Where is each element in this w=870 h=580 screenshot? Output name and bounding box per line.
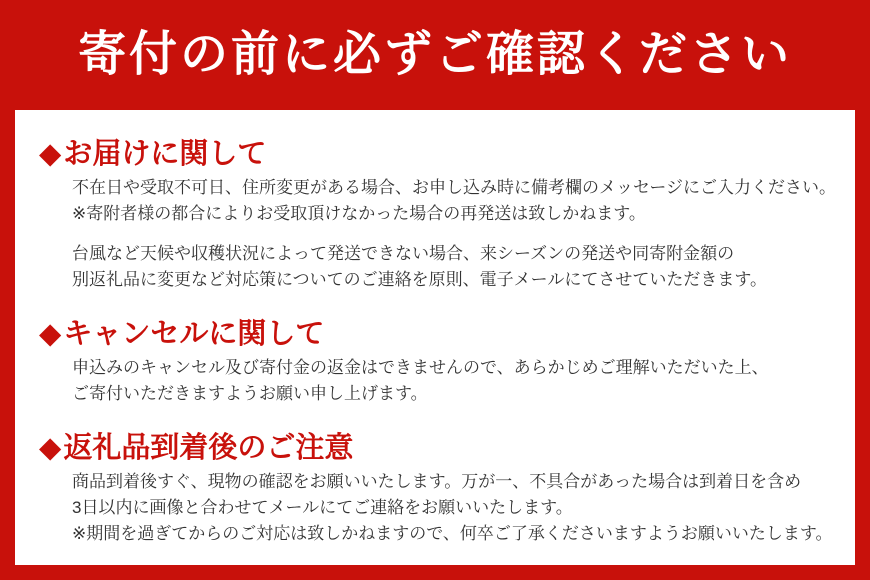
- notice-body-panel: [15, 110, 855, 565]
- section-heading-delivery: [39, 137, 831, 171]
- diamond-icon: ◆: [39, 318, 62, 350]
- text-line: 不在日や受取不可日、住所変更がある場合、お申し込み時に備考欄のメッセージにご入力ください。: [72, 178, 836, 197]
- text-line: ※寄附者様の都合によりお受取頂けなかった場合の再発送は致しかねます。: [72, 204, 646, 223]
- diamond-icon: ◆: [39, 432, 62, 464]
- text-line: 商品到着後すぐ、現物の確認をお願いいたします。万が一、不具合があった場合は到着日を含め: [72, 472, 802, 491]
- section-heading-cancellation: [39, 317, 831, 351]
- text-line: 3日以内に画像と合わせてメールにてご連絡をお願いいたします。: [72, 498, 573, 517]
- text-line: ご寄付いただきますようお願い申し上げます。: [72, 384, 428, 403]
- section-heading-label: お届けに関して: [63, 138, 267, 170]
- text-line: 別返礼品に変更など対応策についてのご連絡を原則、電子メールにてさせていただきます。: [72, 270, 767, 289]
- after-arrival-paragraph: [72, 469, 831, 547]
- text-line: ※期間を過ぎてからのご対応は致しかねますので、何卒ご了承くださいますようお願いいたします。: [72, 524, 833, 543]
- text-line: 台風など天候や収穫状況によって発送できない場合、来シーズンの発送や同寄附金額の: [72, 244, 735, 263]
- section-heading-label: キャンセルに関して: [63, 318, 325, 350]
- notice-title: 寄付の前に必ずご確認ください: [77, 28, 792, 81]
- section-heading-after-arrival: [39, 431, 831, 465]
- delivery-paragraph-1: [72, 175, 836, 227]
- notice-header: [0, 0, 870, 110]
- section-heading-label: 返礼品到着後のご注意: [63, 432, 354, 464]
- text-line: 申込みのキャンセル及び寄付金の返金はできませんので、あらかじめご理解いただいた上、: [72, 358, 769, 377]
- diamond-icon: ◆: [39, 138, 62, 170]
- delivery-paragraph-2: [72, 241, 831, 293]
- cancellation-paragraph: [72, 355, 831, 407]
